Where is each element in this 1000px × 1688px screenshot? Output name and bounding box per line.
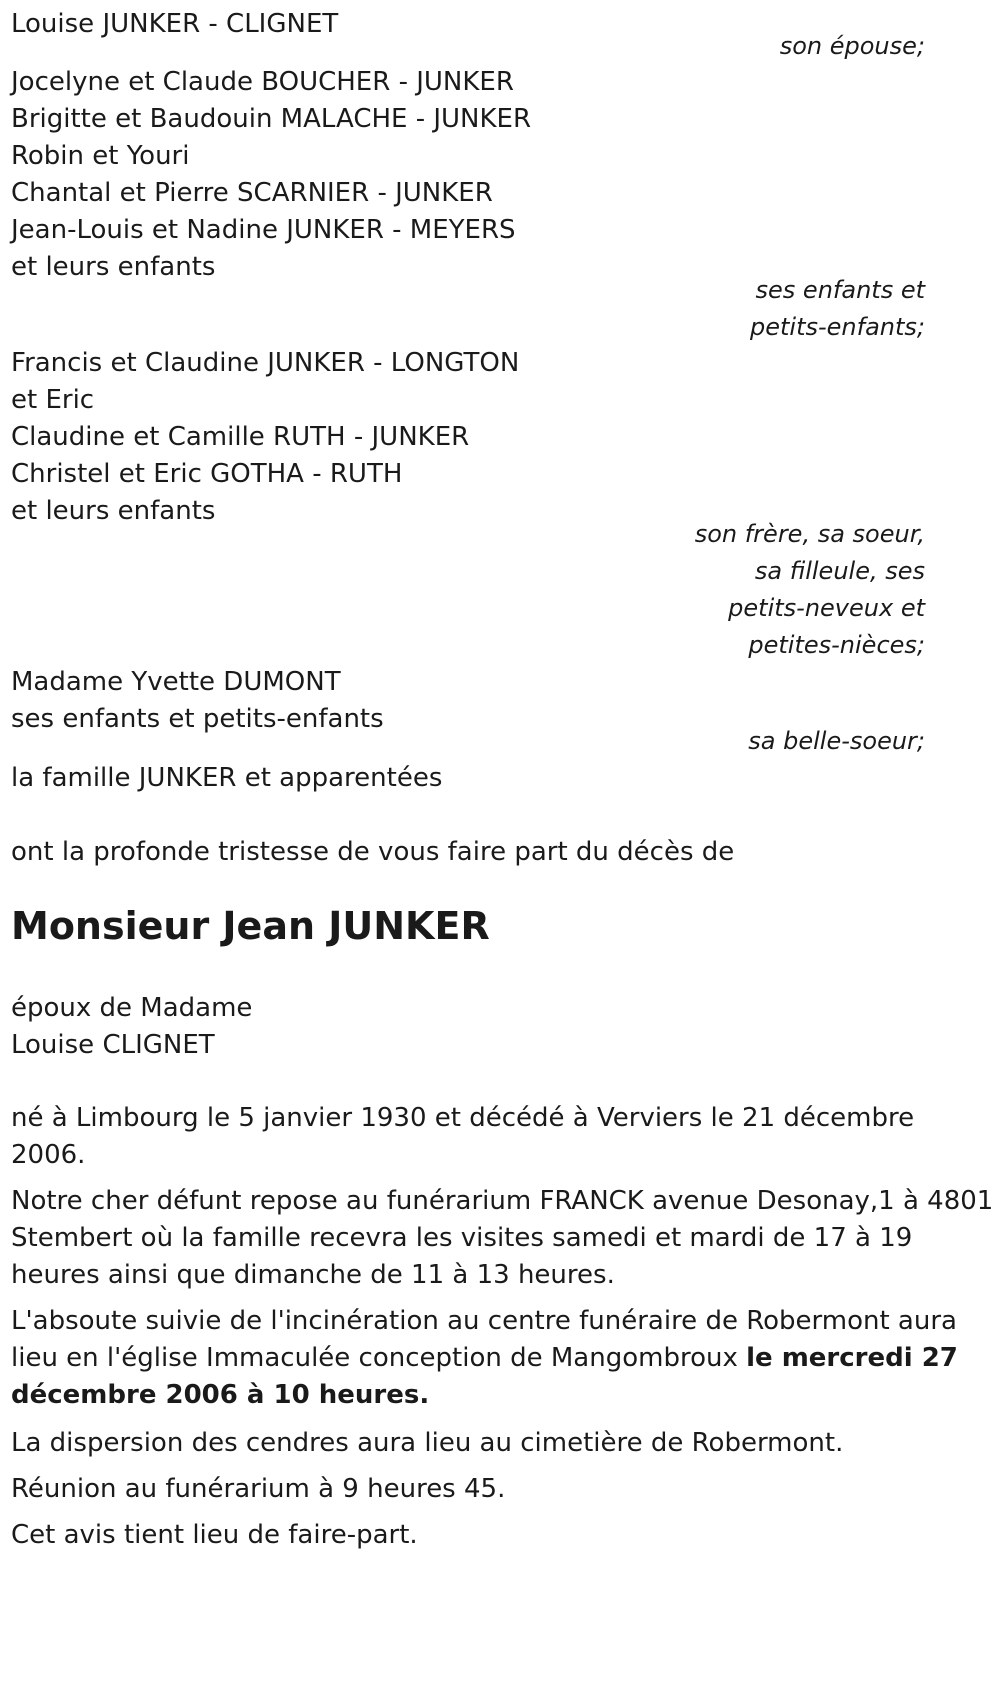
child-line: Jocelyne et Claude BOUCHER - JUNKER — [11, 67, 514, 97]
sibling-line: Christel et Eric GOTHA - RUTH — [11, 459, 403, 489]
child-line: Chantal et Pierre SCARNIER - JUNKER — [11, 178, 493, 208]
spouse-of-line: époux de Madame — [11, 993, 253, 1023]
siblings-role: son frère, sa soeur, — [694, 520, 925, 548]
announcement-line: ont la profonde tristesse de vous faire part du décès de — [11, 837, 735, 867]
meeting-line: Réunion au funérarium à 9 heures 45. — [11, 1474, 506, 1504]
child-line: Brigitte et Baudouin MALACHE - JUNKER — [11, 104, 532, 134]
ceremony-paragraph — [11, 1303, 996, 1414]
child-line: Robin et Youri — [11, 141, 190, 171]
sibling-line: et leurs enfants — [11, 496, 216, 526]
siblings-role: petites-nièces; — [748, 631, 925, 659]
in-law-role: sa belle-soeur; — [748, 727, 925, 755]
sibling-line: Francis et Claudine JUNKER - LONGTON — [11, 348, 520, 378]
funerarium-paragraph: Notre cher défunt repose au funérarium FRANCK avenue Desonay,1 à 4801 Stembert où la famille recevra les visites samedi et mardi de 17 à 19 heures ainsi que dimanche de 11 à 13 heures. — [11, 1186, 994, 1290]
child-line: et leurs enfants — [11, 252, 216, 282]
notice-line: Cet avis tient lieu de faire-part. — [11, 1520, 418, 1550]
ashes-line: La dispersion des cendres aura lieu au cimetière de Robermont. — [11, 1428, 844, 1458]
birth-death-paragraph: né à Limbourg le 5 janvier 1930 et décédé à Verviers le 21 décembre 2006. — [11, 1103, 915, 1170]
relatives-line: la famille JUNKER et apparentées — [11, 763, 443, 793]
spouse-role: son épouse; — [779, 32, 925, 60]
ceremony-date: le mercredi 27 décembre 2006 à 10 heures. — [11, 1343, 958, 1410]
deceased-name: Monsieur Jean JUNKER — [11, 904, 490, 948]
child-line: Jean-Louis et Nadine JUNKER - MEYERS — [11, 215, 516, 245]
spouse-of-line: Louise CLIGNET — [11, 1030, 215, 1060]
ceremony-text: L'absoute suivie de l'incinération au centre funéraire de Robermont aura lieu en l'église Immaculée conception de Mangombroux — [11, 1306, 957, 1373]
sibling-line: et Eric — [11, 385, 95, 415]
siblings-role: petits-neveux et — [728, 594, 925, 622]
in-law-line: ses enfants et petits-enfants — [11, 704, 384, 734]
in-law-line: Madame Yvette DUMONT — [11, 667, 341, 697]
children-role: petits-enfants; — [750, 313, 925, 341]
spouse-line: Louise JUNKER - CLIGNET — [11, 9, 339, 39]
children-role: ses enfants et — [755, 276, 925, 304]
siblings-role: sa filleule, ses — [754, 557, 925, 585]
sibling-line: Claudine et Camille RUTH - JUNKER — [11, 422, 470, 452]
